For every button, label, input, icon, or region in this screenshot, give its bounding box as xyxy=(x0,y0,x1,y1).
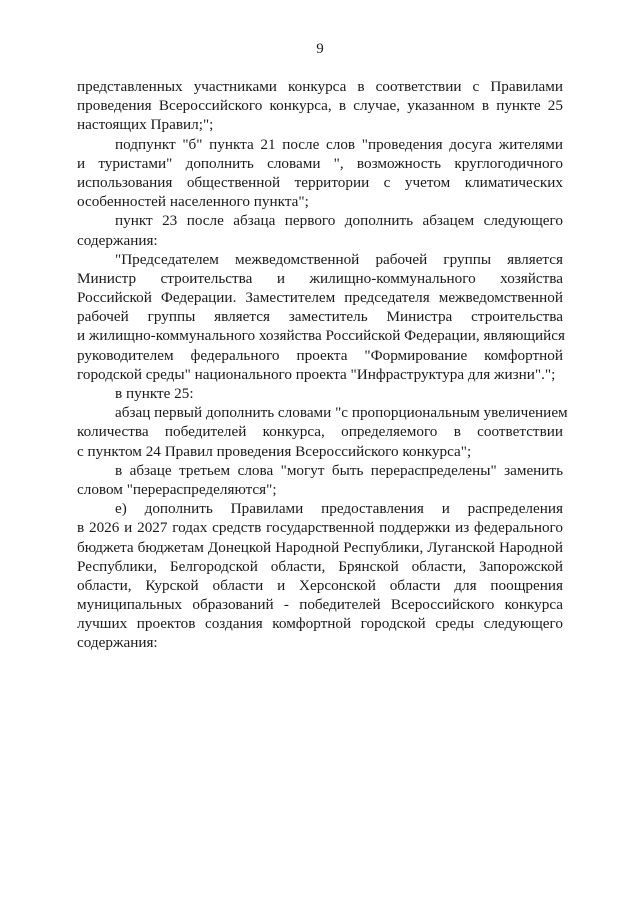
document-body xyxy=(77,77,568,653)
text-line: представленных участниками конкурса в соответствии с Правилами xyxy=(77,78,563,95)
text-line: Министр строительства и жилищно-коммунального хозяйства xyxy=(77,269,563,287)
text-line: абзац первый дополнить словами "с пропорциональным увеличением xyxy=(115,404,568,422)
text-line: проведения Всероссийского конкурса, в случае, указанном в пункте 25 xyxy=(77,97,563,115)
text-line: в 2026 и 2027 годах средств государственной поддержки из федерального xyxy=(77,519,563,537)
text-line: муниципальных образований - победителей Всероссийского конкурса xyxy=(77,596,563,614)
text-line: бюджета бюджетам Донецкой Народной Республики, Луганской Народной xyxy=(77,538,563,556)
text-line: пункт 23 после абзаца первого дополнить абзацем следующего xyxy=(115,212,563,230)
text-line: Республики, Белгородской области, Брянской области, Запорожской xyxy=(77,557,563,575)
text-line: области, Курской области и Херсонской области для поощрения xyxy=(77,576,563,594)
text-line: использования общественной территории с учетом климатических xyxy=(77,173,563,191)
text-line: "Председателем межведомственной рабочей группы является xyxy=(115,250,563,268)
text-line: руководителем федерального проекта "Формирование комфортной xyxy=(77,346,563,364)
text-line: е) дополнить Правилами предоставления и распределения xyxy=(115,500,563,518)
text-line: с пунктом 24 Правил проведения Всероссийского конкурса"; xyxy=(77,442,472,460)
text-line: словом "перераспределяются"; xyxy=(77,480,277,498)
text-line: настоящих Правил;"; xyxy=(77,116,214,134)
page-number: 9 xyxy=(316,41,324,57)
text-line: и туристами" дополнить словами ", возможность круглогодичного xyxy=(77,154,563,172)
text-line: в абзаце третьем слова "могут быть перераспределены" заменить xyxy=(115,461,563,479)
text-line: количества победителей конкурса, определяемого в соответствии xyxy=(77,423,563,441)
text-line: лучших проектов создания комфортной городской среды следующего xyxy=(77,615,563,633)
text-line: городской среды" национального проекта "Инфраструктура для жизни"."; xyxy=(77,365,556,383)
text-line: подпункт "б" пункта 21 после слов "проведения досуга жителями xyxy=(115,135,563,153)
text-line: и жилищно-коммунального хозяйства Российской Федерации, являющийся xyxy=(77,327,566,345)
text-line: содержания: xyxy=(77,231,158,249)
text-line: рабочей группы является заместитель Министра строительства xyxy=(77,308,563,326)
text-line: особенностей населенного пункта"; xyxy=(77,193,309,211)
text-line: в пункте 25: xyxy=(115,385,194,402)
text-line: содержания: xyxy=(77,634,158,652)
text-line: Российской Федерации. Заместителем председателя межведомственной xyxy=(77,289,563,307)
